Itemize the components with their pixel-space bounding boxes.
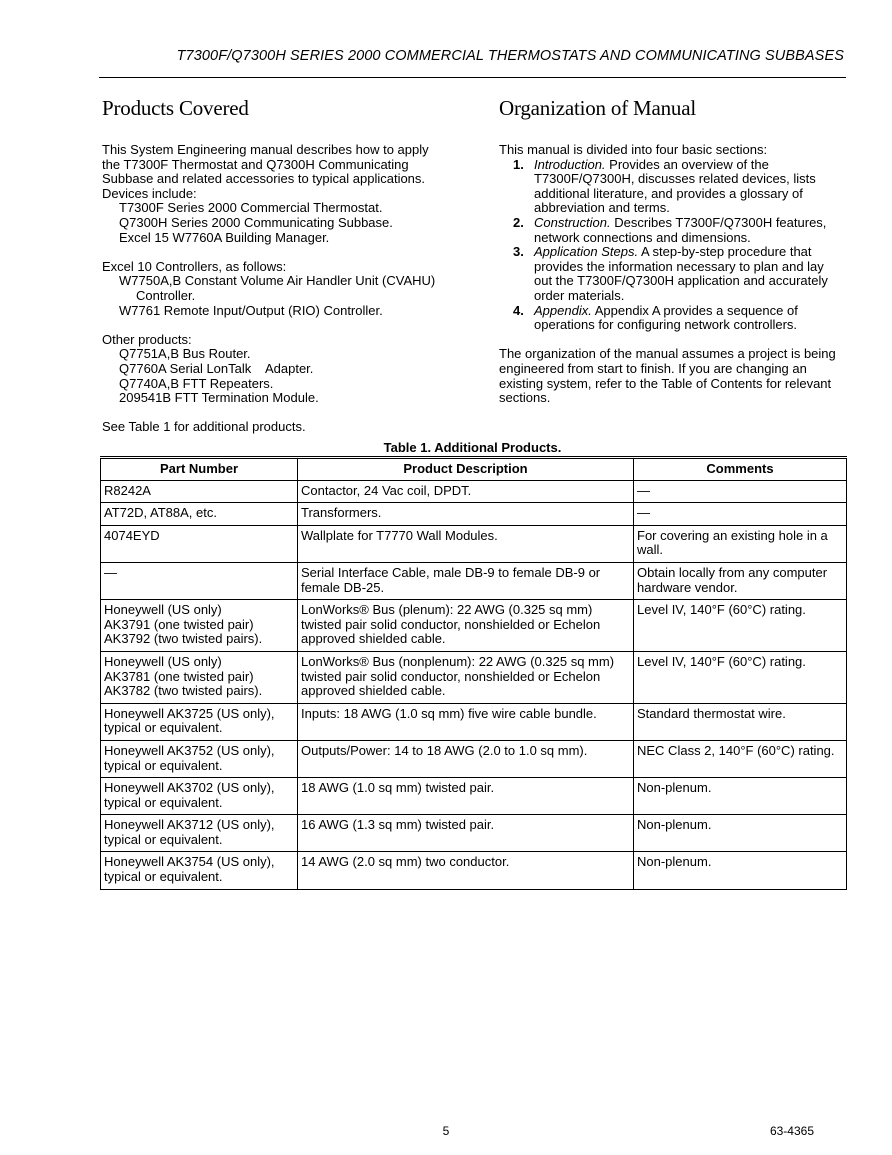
table-row — [101, 525, 847, 562]
section-number: 3. — [513, 244, 524, 260]
section-text: provides the information necessary to plan and lay — [534, 258, 824, 274]
section-number: 2. — [513, 214, 524, 230]
cell-line: Non-plenum. — [637, 854, 712, 870]
product-description-cell — [298, 852, 634, 889]
cell-line: Transformers. — [301, 505, 382, 521]
cell-line: Level IV, 140°F (60°C) rating. — [637, 602, 806, 618]
closing-line: engineered from start to finish. If you are changing an — [499, 360, 807, 376]
cell-line: Honeywell AK3712 (US only), — [104, 817, 275, 833]
document-number: 63-4365 — [769, 1124, 814, 1138]
cell-line: twisted pair solid conductor, nonshielded or Echelon — [301, 668, 601, 684]
cell-line: AK3792 (two twisted pairs). — [104, 631, 263, 647]
cell-line: Wallplate for T7770 Wall Modules. — [301, 527, 498, 543]
closing-line: existing system, refer to the Table of Contents for relevant — [499, 375, 832, 391]
cell-line: Level IV, 140°F (60°C) rating. — [637, 653, 806, 669]
cell-line: Honeywell (US only) — [104, 602, 222, 618]
cell-line: approved shielded cable. — [301, 631, 446, 647]
device-item: Excel 15 W7760A Building Manager. — [119, 229, 330, 245]
table-caption: Table 1. Additional Products. — [383, 440, 562, 455]
section-text: network connections and dimensions. — [534, 229, 751, 245]
device-item: T7300F Series 2000 Commercial Thermostat. — [119, 200, 383, 216]
cell-line: typical or equivalent. — [104, 869, 223, 885]
table-row — [101, 480, 847, 503]
comments-cell — [634, 815, 847, 852]
product-description-cell — [298, 703, 634, 740]
cell-line: Honeywell (US only) — [104, 653, 222, 669]
part-number-cell — [101, 480, 298, 503]
cell-line: Inputs: 18 AWG (1.0 sq mm) five wire cable bundle. — [301, 705, 597, 721]
section-term: Appendix. — [534, 302, 592, 318]
device-item: Q7300H Series 2000 Communicating Subbase. — [119, 214, 393, 230]
part-number-cell — [101, 562, 298, 599]
cell-line: Outputs/Power: 14 to 18 AWG (2.0 to 1.0 sq mm). — [301, 742, 588, 758]
product-description-cell — [298, 480, 634, 503]
part-number-cell — [101, 525, 298, 562]
cell-line: 18 AWG (1.0 sq mm) twisted pair. — [301, 780, 495, 796]
running-header-title: T7300F/Q7300H SERIES 2000 COMMERCIAL THERMOSTATS AND COMMUNICATING SUBBASES — [176, 48, 844, 64]
section-item — [499, 216, 849, 245]
cell-line: NEC Class 2, 140°F (60°C) rating. — [637, 742, 835, 758]
section-text: operations for configuring network controllers. — [534, 317, 798, 333]
part-number-cell — [101, 852, 298, 889]
product-description-cell — [298, 562, 634, 599]
sections-list — [499, 158, 849, 333]
table-row — [101, 815, 847, 852]
cell-line: typical or equivalent. — [104, 757, 223, 773]
section-text: out the T7300F/Q7300H application and accurately — [534, 273, 828, 289]
additional-products-table — [100, 456, 847, 890]
page-number: 5 — [442, 1124, 450, 1138]
product-description-cell — [298, 600, 634, 652]
table-row — [101, 503, 847, 526]
comments-cell — [634, 778, 847, 815]
cell-line: R8242A — [104, 482, 151, 498]
cell-line: LonWorks® Bus (nonplenum): 22 AWG (0.325 sq mm) — [301, 653, 615, 669]
product-description-cell — [298, 503, 634, 526]
table-row — [101, 778, 847, 815]
comments-cell — [634, 480, 847, 503]
section-item — [499, 158, 849, 216]
excel-item: W7750A,B Constant Volume Air Handler Unit (CVAHU) — [119, 273, 436, 289]
section-number: 1. — [513, 156, 524, 172]
see-table-note: See Table 1 for additional products. — [102, 419, 306, 435]
section-item — [499, 245, 849, 303]
organization-heading: Organization of Manual — [499, 96, 696, 120]
product-description-cell — [298, 815, 634, 852]
cell-line: — — [104, 564, 117, 580]
product-description-cell — [298, 525, 634, 562]
organization-intro: This manual is divided into four basic sections: — [499, 142, 768, 157]
table-header-row — [101, 458, 847, 481]
cell-line: AK3791 (one twisted pair) — [104, 616, 254, 632]
closing-line: sections. — [499, 390, 551, 406]
comments-cell — [634, 740, 847, 777]
product-description-cell — [298, 740, 634, 777]
cell-line: Standard thermostat wire. — [637, 705, 786, 721]
cell-line: Non-plenum. — [637, 817, 712, 833]
table-row — [101, 600, 847, 652]
intro-line: Subbase and related accessories to typical applications. — [102, 171, 426, 187]
intro-line: This System Engineering manual describes how to apply — [102, 142, 429, 157]
column-header-part-number: Part Number — [101, 458, 298, 481]
section-text: Appendix A provides a sequence of — [591, 302, 798, 318]
part-number-cell — [101, 740, 298, 777]
part-number-cell — [101, 600, 298, 652]
cell-line: Honeywell AK3725 (US only), — [104, 705, 275, 721]
intro-line: Devices include: — [102, 185, 197, 201]
cell-line: Non-plenum. — [637, 780, 712, 796]
section-item — [499, 304, 849, 333]
cell-line: Contactor, 24 Vac coil, DPDT. — [301, 482, 472, 498]
section-text: Describes T7300F/Q7300H features, — [610, 214, 827, 230]
section-term: Construction. — [534, 214, 611, 230]
intro-line: the T7300F Thermostat and Q7300H Communicating — [102, 156, 409, 172]
products-covered-heading: Products Covered — [102, 96, 249, 120]
cell-line: 14 AWG (2.0 sq mm) two conductor. — [301, 854, 510, 870]
cell-line: Obtain locally from any computer — [637, 564, 828, 580]
part-number-cell — [101, 703, 298, 740]
section-term: Introduction. — [534, 156, 606, 172]
part-number-cell — [101, 651, 298, 703]
other-products-label: Other products: — [102, 331, 192, 347]
cell-line: Honeywell AK3752 (US only), — [104, 742, 275, 758]
excel-item: W7761 Remote Input/Output (RIO) Controller. — [119, 302, 383, 318]
cell-line: Honeywell AK3754 (US only), — [104, 854, 275, 870]
header-divider — [99, 77, 846, 78]
table-row — [101, 852, 847, 889]
comments-cell — [634, 852, 847, 889]
cell-line: female DB-25. — [301, 579, 385, 595]
cell-line: — — [637, 505, 650, 521]
comments-cell — [634, 651, 847, 703]
part-number-cell — [101, 503, 298, 526]
section-text: A step-by-step procedure that — [638, 244, 812, 260]
organization-section — [499, 96, 849, 406]
other-item: Q7751A,B Bus Router. — [119, 346, 251, 362]
section-term: Application Steps. — [534, 244, 639, 260]
column-header-comments: Comments — [634, 458, 847, 481]
other-item: Q7740A,B FTT Repeaters. — [119, 375, 274, 391]
table-row — [101, 651, 847, 703]
section-text: T7300F/Q7300H, discusses related devices, lists — [534, 171, 816, 187]
cell-line: AK3782 (two twisted pairs). — [104, 683, 263, 699]
products-covered-intro — [102, 143, 462, 201]
other-item: 209541B FTT Termination Module. — [119, 390, 319, 406]
cell-line: typical or equivalent. — [104, 794, 223, 810]
closing-line: The organization of the manual assumes a project is being — [499, 346, 836, 362]
comments-cell — [634, 562, 847, 599]
comments-cell — [634, 703, 847, 740]
excel-controllers-label: Excel 10 Controllers, as follows: — [102, 258, 287, 274]
excel-item: Controller. — [136, 287, 196, 303]
product-description-cell — [298, 778, 634, 815]
cell-line: twisted pair solid conductor, nonshielded or Echelon — [301, 616, 601, 632]
comments-cell — [634, 503, 847, 526]
section-text: order materials. — [534, 287, 625, 303]
product-description-cell — [298, 651, 634, 703]
cell-line: AK3781 (one twisted pair) — [104, 668, 254, 684]
cell-line: approved shielded cable. — [301, 683, 446, 699]
table-row — [101, 562, 847, 599]
section-number: 4. — [513, 302, 524, 318]
cell-line: For covering an existing hole in a — [637, 527, 828, 543]
column-header-product-description: Product Description — [298, 458, 634, 481]
other-item: Q7760A Serial LonTalk Adapter. — [119, 360, 314, 376]
cell-line: LonWorks® Bus (plenum): 22 AWG (0.325 sq mm) — [301, 602, 593, 618]
organization-closing — [499, 347, 849, 405]
cell-line: hardware vendor. — [637, 579, 738, 595]
section-text: Provides an overview of the — [605, 156, 769, 172]
cell-line: 16 AWG (1.3 sq mm) twisted pair. — [301, 817, 495, 833]
cell-line: Honeywell AK3702 (US only), — [104, 780, 275, 796]
part-number-cell — [101, 815, 298, 852]
table-row — [101, 703, 847, 740]
products-covered-section — [102, 96, 462, 435]
cell-line: Serial Interface Cable, male DB-9 to female DB-9 or — [301, 564, 601, 580]
comments-cell — [634, 525, 847, 562]
cell-line: typical or equivalent. — [104, 720, 223, 736]
cell-line: AT72D, AT88A, etc. — [104, 505, 217, 521]
cell-line: — — [637, 482, 650, 498]
comments-cell — [634, 600, 847, 652]
cell-line: 4074EYD — [104, 527, 160, 543]
part-number-cell — [101, 778, 298, 815]
cell-line: wall. — [637, 542, 664, 558]
cell-line: typical or equivalent. — [104, 831, 223, 847]
section-text: abbreviation and terms. — [534, 200, 670, 216]
section-text: additional literature, and provides a glossary of — [534, 185, 803, 201]
table-row — [101, 740, 847, 777]
